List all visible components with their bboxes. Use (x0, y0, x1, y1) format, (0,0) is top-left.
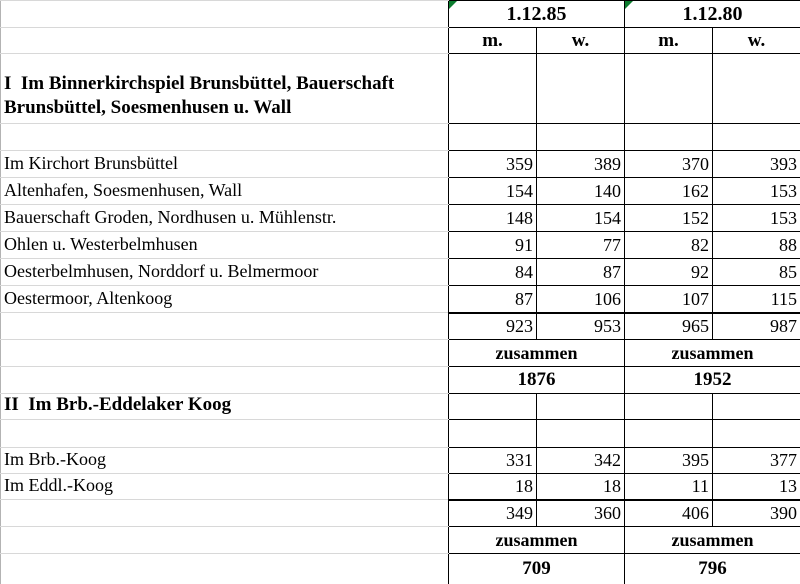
header-sex-row (1, 28, 800, 54)
empty-cell[interactable] (1, 124, 449, 151)
value-cell[interactable]: 77 (537, 232, 625, 259)
row-label[interactable]: Bauerschaft Groden, Nordhusen u. Mühlenstr. (1, 205, 449, 232)
value-cell[interactable]: 18 (449, 474, 537, 500)
section2-title-row (1, 394, 800, 420)
value-cell[interactable]: 140 (537, 178, 625, 205)
row-label[interactable]: Im Kirchort Brunsbüttel (1, 151, 449, 178)
subtotal-cell[interactable]: 987 (713, 313, 800, 340)
empty-cell[interactable] (449, 124, 537, 151)
empty-cell[interactable] (1, 367, 449, 394)
subtotal-cell[interactable]: 360 (537, 500, 625, 527)
table-row (1, 178, 800, 205)
value-cell[interactable]: 153 (713, 178, 800, 205)
empty-cell[interactable] (625, 420, 713, 448)
empty-cell[interactable] (713, 124, 800, 151)
empty-cell[interactable] (537, 124, 625, 151)
total-row (1, 554, 800, 584)
empty-cell[interactable] (1, 420, 449, 448)
total-85-cell[interactable]: 709 (449, 554, 625, 584)
section1-title-row (1, 54, 800, 124)
row-label[interactable]: Ohlen u. Westerbelmhusen (1, 232, 449, 259)
table-row (1, 448, 800, 474)
value-cell[interactable]: 395 (625, 448, 713, 474)
value-cell[interactable]: 82 (625, 232, 713, 259)
total-80-cell[interactable]: 1952 (625, 367, 800, 394)
value-cell[interactable]: 154 (449, 178, 537, 205)
table-row (1, 205, 800, 232)
empty-cell[interactable] (1, 500, 449, 527)
row-label[interactable]: Oestermoor, Altenkoog (1, 286, 449, 313)
table-row (1, 474, 800, 500)
error-flag-icon (625, 1, 633, 9)
table-row (1, 151, 800, 178)
header-date-80-cell[interactable] (625, 1, 800, 28)
empty-cell[interactable] (449, 394, 537, 420)
value-cell[interactable]: 92 (625, 259, 713, 286)
zusammen-row (1, 340, 800, 367)
value-cell[interactable]: 18 (537, 474, 625, 500)
subheader-m-85-cell[interactable]: m. (449, 28, 537, 54)
value-cell[interactable]: 359 (449, 151, 537, 178)
zusammen-85-cell[interactable]: zusammen (449, 527, 625, 554)
zusammen-80-cell[interactable]: zusammen (625, 340, 800, 367)
value-cell[interactable]: 331 (449, 448, 537, 474)
header-date-row (1, 1, 800, 28)
empty-cell[interactable] (625, 124, 713, 151)
empty-cell[interactable] (449, 420, 537, 448)
value-cell[interactable]: 91 (449, 232, 537, 259)
table-row (1, 232, 800, 259)
empty-cell[interactable] (537, 54, 625, 124)
row-label[interactable]: Altenhafen, Soesmenhusen, Wall (1, 178, 449, 205)
empty-cell[interactable] (537, 420, 625, 448)
section1-title-line1: I Im Binnerkirchspiel Brunsbüttel, Bauerschaft (4, 73, 395, 94)
value-cell[interactable]: 88 (713, 232, 800, 259)
value-cell[interactable]: 162 (625, 178, 713, 205)
error-flag-icon (449, 1, 457, 9)
empty-cell[interactable] (1, 313, 449, 340)
value-cell[interactable]: 148 (449, 205, 537, 232)
section1-title-cell[interactable] (1, 54, 449, 124)
row-label[interactable]: Oesterbelmhusen, Norddorf u. Belmermoor (1, 259, 449, 286)
zusammen-80-cell[interactable]: zusammen (625, 527, 800, 554)
empty-cell[interactable] (1, 554, 449, 584)
subtotal-cell[interactable]: 953 (537, 313, 625, 340)
subheader-w-80-cell[interactable]: w. (713, 28, 800, 54)
total-row (1, 367, 800, 394)
value-cell[interactable]: 11 (625, 474, 713, 500)
empty-cell[interactable] (713, 394, 800, 420)
subtotal-cell[interactable]: 390 (713, 500, 800, 527)
value-cell[interactable]: 85 (713, 259, 800, 286)
empty-cell[interactable] (1, 527, 449, 554)
empty-cell[interactable] (1, 28, 449, 54)
empty-cell[interactable] (713, 420, 800, 448)
empty-cell[interactable] (1, 1, 449, 28)
value-cell[interactable]: 370 (625, 151, 713, 178)
empty-cell[interactable] (625, 394, 713, 420)
value-cell[interactable]: 377 (713, 448, 800, 474)
value-cell[interactable]: 107 (625, 286, 713, 313)
value-cell[interactable]: 13 (713, 474, 800, 500)
subheader-m-80-cell[interactable]: m. (625, 28, 713, 54)
value-cell[interactable]: 152 (625, 205, 713, 232)
subtotal-cell[interactable]: 349 (449, 500, 537, 527)
section1-title-line2: Brunsbüttel, Soesmenhusen u. Wall (4, 97, 292, 118)
value-cell[interactable]: 115 (713, 286, 800, 313)
zusammen-row (1, 527, 800, 554)
subtotal-cell[interactable]: 965 (625, 313, 713, 340)
header-date-80-label: 1.12.80 (682, 2, 743, 25)
header-date-85-label: 1.12.85 (506, 2, 567, 25)
subtotal-row (1, 313, 800, 340)
row-label[interactable]: Im Brb.-Koog (1, 448, 449, 474)
total-80-cell[interactable]: 796 (625, 554, 800, 584)
value-cell[interactable]: 389 (537, 151, 625, 178)
value-cell[interactable]: 106 (537, 286, 625, 313)
spacer-row (1, 124, 800, 151)
value-cell[interactable]: 153 (713, 205, 800, 232)
value-cell[interactable]: 84 (449, 259, 537, 286)
value-cell[interactable]: 154 (537, 205, 625, 232)
subheader-w-85-cell[interactable]: w. (537, 28, 625, 54)
subtotal-row (1, 500, 800, 527)
table-row (1, 259, 800, 286)
zusammen-85-cell[interactable]: zusammen (449, 340, 625, 367)
empty-cell[interactable] (713, 54, 800, 124)
subtotal-cell[interactable]: 406 (625, 500, 713, 527)
spacer-row (1, 420, 800, 448)
empty-cell[interactable] (449, 54, 537, 124)
empty-cell[interactable] (625, 54, 713, 124)
header-date-85-cell[interactable] (449, 1, 625, 28)
value-cell[interactable]: 87 (449, 286, 537, 313)
empty-cell[interactable] (1, 340, 449, 367)
row-label[interactable]: Im Eddl.-Koog (1, 474, 449, 500)
subtotal-cell[interactable]: 923 (449, 313, 537, 340)
table-row (1, 286, 800, 313)
total-85-cell[interactable]: 1876 (449, 367, 625, 394)
value-cell[interactable]: 342 (537, 448, 625, 474)
empty-cell[interactable] (537, 394, 625, 420)
value-cell[interactable]: 87 (537, 259, 625, 286)
section2-title-cell[interactable]: II Im Brb.-Eddelaker Koog (1, 394, 449, 420)
value-cell[interactable]: 393 (713, 151, 800, 178)
